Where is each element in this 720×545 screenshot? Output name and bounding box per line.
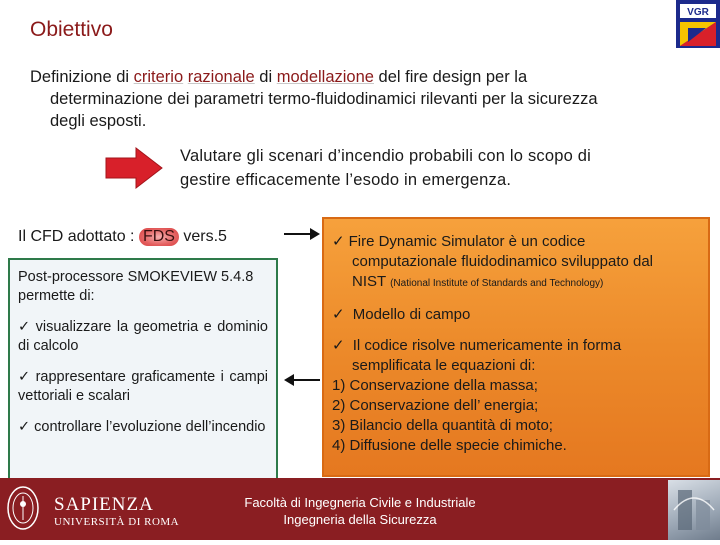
footer-thumbnail [668,480,720,540]
university-subtitle: UNIVERSITÀ DI ROMA [54,516,180,528]
footer-center [200,494,520,528]
vgr-logo [676,0,720,48]
equation-item: 1) Conservazione della massa; [332,377,538,394]
intro-modellazione: modellazione [276,68,374,86]
intro-razionale: razionale [187,68,255,86]
goal-line2: gestire efficacemente l’esodo in emergenza. [180,171,512,189]
smokeview-item-text: rappresentare graficamente i campi vettoriali e scalari [18,369,268,404]
red-arrow-icon [104,146,164,190]
smokeview-header: Post-processore SMOKEVIEW 5.4.8 permette di: [18,269,254,304]
logo-text: VGR [687,7,709,18]
solver-block [332,335,700,456]
model-line [332,304,700,325]
check-icon: ✓ [332,336,345,354]
check-icon: ✓ [18,319,32,335]
smokeview-item [18,418,268,437]
fds-badge: FDS [139,228,179,246]
sapienza-seal-icon [6,484,40,532]
fds-description [332,231,700,294]
intro-part3: del fire design per la [373,68,528,86]
cfd-version: vers.5 [178,228,227,245]
smokeview-box [8,258,278,480]
fds-box [322,217,710,477]
smokeview-item [18,368,268,406]
solver-line1: Il codice risolve numericamente in forma [352,337,622,354]
slide-title: Obiettivo [30,18,113,41]
fds-line1: Fire Dynamic Simulator è un codice [348,233,586,250]
cfd-line [18,228,227,246]
footer-thumbnail-graphic [668,480,720,540]
arrow-left-icon [282,372,322,388]
goal-text [180,144,660,192]
check-icon: ✓ [332,305,345,323]
fds-line2: computazionale fluidodinamico sviluppato dal [352,253,654,270]
check-icon: ✓ [18,369,32,385]
course-name: Ingegneria della Sicurezza [283,512,437,527]
intro-line3: degli esposti. [50,112,147,130]
arrow-right-icon [282,226,322,242]
intro-part2: di [254,68,277,86]
cfd-label: Il CFD adottato : [18,228,139,245]
smokeview-item-text: controllare l’evoluzione dell’incendio [34,419,266,435]
check-icon: ✓ [18,419,31,435]
check-icon: ✓ [332,232,345,250]
intro-criterio: criterio [133,68,184,86]
intro-paragraph [30,66,708,132]
faculty-name: Facoltà di Ingegneria Civile e Industriale [244,495,476,510]
intro-part1: Definizione di [30,68,134,86]
university-name: SAPIENZA [54,494,154,515]
equation-item: 3) Bilancio della quantità di moto; [332,417,553,434]
solver-line2: semplificata le equazioni di: [352,357,536,374]
fds-nist: NIST [352,273,391,290]
model-text: Modello di campo [352,306,471,323]
equation-item: 2) Conservazione dell’ energia; [332,397,539,414]
fds-nist-full: (National Institute of Standards and Technology) [390,278,604,289]
intro-line2: determinazione dei parametri termo-fluidodinamici rilevanti per la sicurezza [50,90,598,108]
sapienza-wordmark [54,494,179,528]
smokeview-item [18,318,268,356]
smokeview-item-text: visualizzare la geometria e dominio di calcolo [18,319,268,354]
equation-item: 4) Diffusione delle specie chimiche. [332,437,567,454]
goal-line1: Valutare gli scenari d’incendio probabili con lo scopo di [180,147,592,165]
